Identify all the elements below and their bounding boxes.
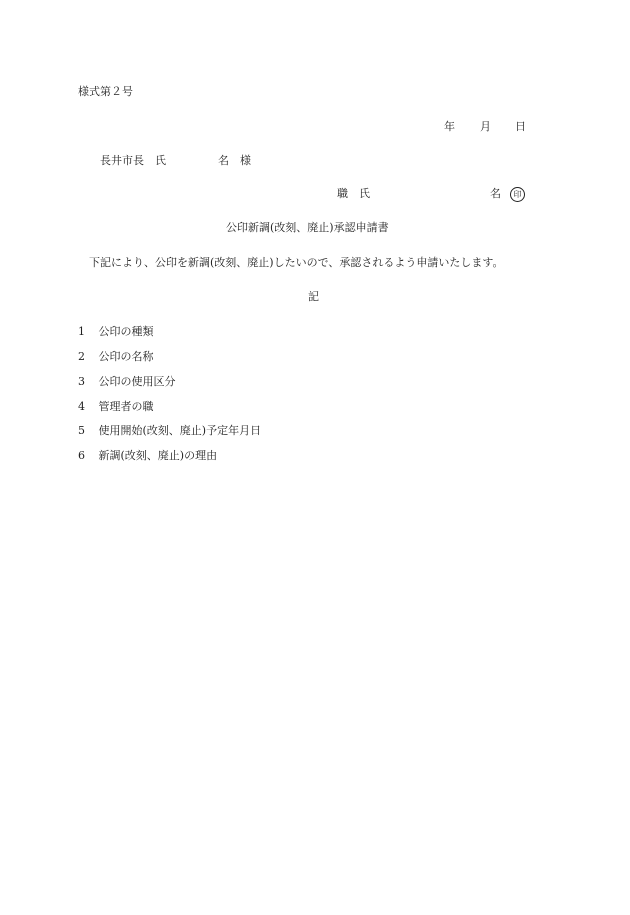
item-label: 公印の名称 (98, 350, 154, 363)
item-number: 3 (78, 375, 85, 388)
list-item (78, 400, 154, 414)
addressee-title: 長井市長 氏 (100, 154, 166, 167)
item-label: 管理者の職 (98, 400, 154, 413)
form-number: 様式第２号 (78, 85, 133, 98)
list-item (78, 424, 261, 438)
item-number: 4 (78, 400, 85, 413)
seal-icon: 印 (510, 187, 525, 202)
list-item (78, 325, 154, 339)
item-number: 6 (78, 449, 85, 462)
list-item (78, 375, 176, 389)
body-text: 下記により、公印を新調(改刻、廃止)したいので、承認されるよう申請いたします。 (89, 256, 504, 269)
applicant-position: 職 氏 (337, 187, 370, 200)
ki-heading: 記 (308, 290, 319, 303)
item-number: 2 (78, 350, 85, 363)
date-year-label: 年 (444, 120, 455, 133)
date-month-label: 月 (480, 120, 491, 133)
item-label: 公印の種類 (98, 325, 154, 338)
date-day-label: 日 (515, 120, 526, 133)
applicant-name: 名 (490, 187, 501, 200)
item-number: 1 (78, 325, 85, 338)
list-item (78, 449, 217, 463)
item-label: 使用開始(改刻、廃止)予定年月日 (98, 424, 262, 437)
item-number: 5 (78, 424, 85, 437)
addressee-name: 名 様 (218, 154, 251, 167)
item-label: 新調(改刻、廃止)の理由 (98, 449, 218, 462)
document-title: 公印新調(改刻、廃止)承認申請書 (226, 221, 389, 234)
item-label: 公印の使用区分 (98, 375, 176, 388)
list-item (78, 350, 154, 364)
